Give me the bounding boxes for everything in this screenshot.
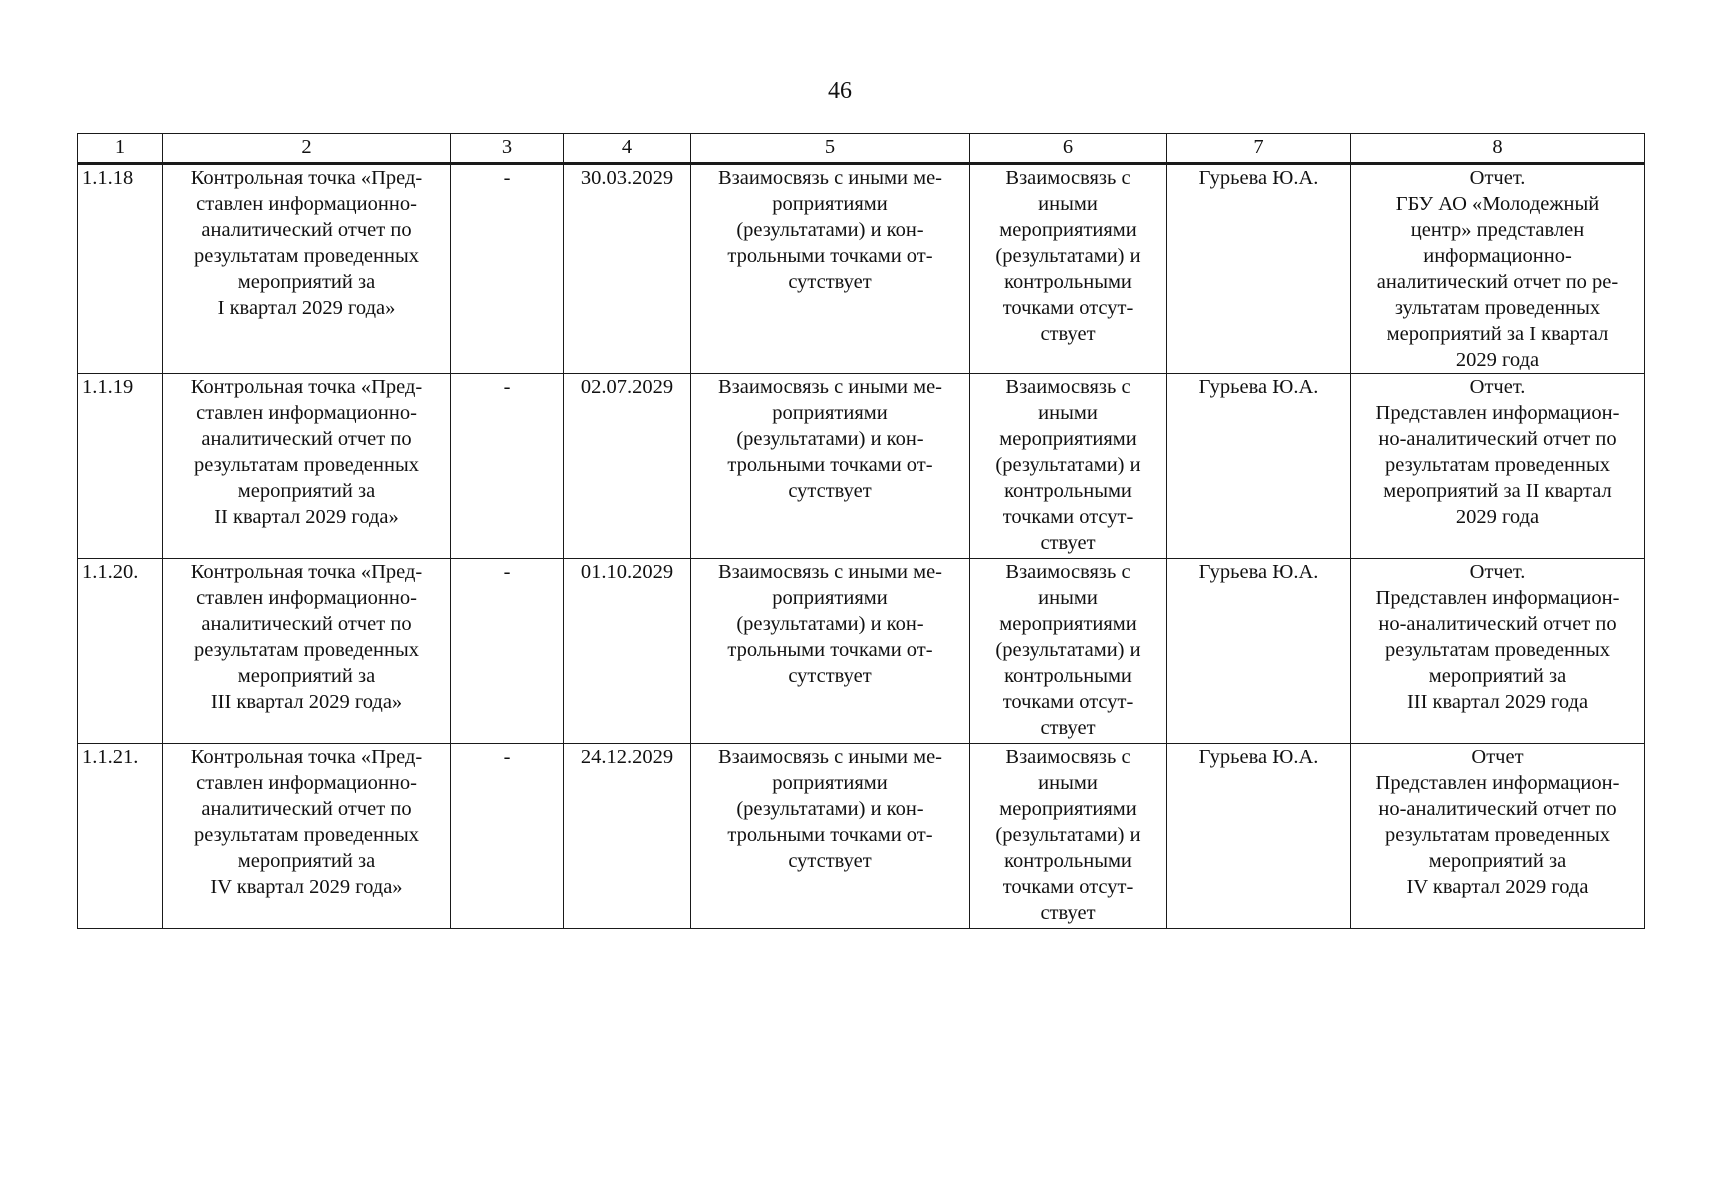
text-line: но-аналитический отчет по [1378, 798, 1617, 820]
text-line: Контрольная точка «Пред- [190, 561, 423, 583]
text-line: контрольными [1004, 665, 1132, 687]
text-line: ставлен информационно- [196, 193, 417, 215]
column-header-7: 7 [1167, 134, 1351, 164]
result-cell [1351, 374, 1645, 559]
text-line: (результатами) и кон- [736, 798, 924, 820]
column-3-value: - [451, 374, 564, 559]
column-header-8: 8 [1351, 134, 1645, 164]
table-row [78, 164, 1645, 374]
responsible-person: Гурьева Ю.А. [1167, 559, 1351, 744]
text-line: результатам проведенных [1385, 454, 1610, 476]
text-line: (результатами) и [995, 824, 1141, 846]
text-line: но-аналитический отчет по [1378, 613, 1617, 635]
table-row [78, 559, 1645, 744]
text-line: IV квартал 2029 года» [210, 876, 403, 898]
text-line: ствует [1040, 717, 1096, 739]
text-line: Представлен информацион- [1375, 402, 1620, 424]
responsible-person: Гурьева Ю.А. [1167, 374, 1351, 559]
text-line: Контрольная точка «Пред- [190, 376, 423, 398]
text-line: ГБУ АО «Молодежный [1395, 193, 1600, 215]
text-line: ствует [1040, 532, 1096, 554]
text-line: мероприятиями [999, 219, 1137, 241]
text-line: трольными точками от- [727, 824, 933, 846]
text-line: Представлен информацион- [1375, 587, 1620, 609]
date-cell: 01.10.2029 [564, 559, 691, 744]
text-line: III квартал 2029 года» [210, 691, 403, 713]
table-row [78, 744, 1645, 929]
text-line: сутствует [788, 480, 872, 502]
text-line: мероприятиями [999, 613, 1137, 635]
row-number: 1.1.21. [78, 744, 163, 929]
text-line: точками отсут- [1002, 297, 1134, 319]
responsible-person: Гурьева Ю.А. [1167, 744, 1351, 929]
text-line: результатам проведенных [1385, 824, 1610, 846]
text-line: мероприятиями [999, 428, 1137, 450]
text-line: сутствует [788, 665, 872, 687]
text-line: мероприятий за I квартал [1386, 323, 1609, 345]
text-line: Отчет. [1469, 376, 1526, 398]
column-3-value: - [451, 164, 564, 374]
text-line: иными [1038, 772, 1098, 794]
text-line: аналитический отчет по ре- [1376, 271, 1619, 293]
relationship-cell [691, 744, 970, 929]
control-point-name [163, 374, 451, 559]
text-line: (результатами) и кон- [736, 428, 924, 450]
text-line: роприятиями [772, 193, 888, 215]
text-line: мероприятий за [237, 271, 376, 293]
column-3-value: - [451, 559, 564, 744]
relationship-cell-6 [970, 374, 1167, 559]
row-number: 1.1.20. [78, 559, 163, 744]
text-line: результатам проведенных [194, 824, 419, 846]
text-line: Взаимосвязь с [1005, 746, 1131, 768]
column-header-6: 6 [970, 134, 1167, 164]
text-line: ствует [1040, 902, 1096, 924]
text-line: Отчет [1471, 746, 1524, 768]
text-line: точками отсут- [1002, 876, 1134, 898]
date-cell: 02.07.2029 [564, 374, 691, 559]
text-line: 2029 года [1455, 506, 1540, 528]
text-line: мероприятий за [237, 480, 376, 502]
result-cell [1351, 164, 1645, 374]
text-line: IV квартал 2029 года [1406, 876, 1589, 898]
relationship-cell-6 [970, 559, 1167, 744]
responsible-person: Гурьева Ю.А. [1167, 164, 1351, 374]
text-line: зультатам проведенных [1394, 297, 1601, 319]
control-point-name [163, 744, 451, 929]
text-line: мероприятиями [999, 798, 1137, 820]
text-line: точками отсут- [1002, 506, 1134, 528]
text-line: роприятиями [772, 402, 888, 424]
control-point-name [163, 559, 451, 744]
text-line: мероприятий за II квартал [1383, 480, 1612, 502]
table-header-row [78, 134, 1645, 164]
text-line: контрольными [1004, 271, 1132, 293]
date-cell: 24.12.2029 [564, 744, 691, 929]
control-point-name [163, 164, 451, 374]
text-line: мероприятий за [1428, 850, 1567, 872]
text-line: сутствует [788, 271, 872, 293]
text-line: результатам проведенных [194, 245, 419, 267]
date-cell: 30.03.2029 [564, 164, 691, 374]
row-number: 1.1.18 [78, 164, 163, 374]
relationship-cell [691, 374, 970, 559]
text-line: роприятиями [772, 772, 888, 794]
text-line: Взаимосвязь с иными ме- [718, 561, 942, 583]
text-line: аналитический отчет по [201, 219, 412, 241]
text-line: Взаимосвязь с иными ме- [718, 167, 942, 189]
text-line: Отчет. [1469, 561, 1526, 583]
column-header-3: 3 [451, 134, 564, 164]
text-line: информационно- [1423, 245, 1572, 267]
row-number: 1.1.19 [78, 374, 163, 559]
text-line: (результатами) и [995, 245, 1141, 267]
text-line: но-аналитический отчет по [1378, 428, 1617, 450]
text-line: Взаимосвязь с [1005, 376, 1131, 398]
text-line: II квартал 2029 года» [214, 506, 399, 528]
text-line: (результатами) и кон- [736, 219, 924, 241]
text-line: I квартал 2029 года» [217, 297, 396, 319]
text-line: аналитический отчет по [201, 798, 412, 820]
text-line: ствует [1040, 323, 1096, 345]
text-line: центр» представлен [1410, 219, 1585, 241]
text-line: 2029 года [1455, 349, 1540, 371]
text-line: трольными точками от- [727, 245, 933, 267]
text-line: ставлен информационно- [196, 772, 417, 794]
text-line: Контрольная точка «Пред- [190, 746, 423, 768]
relationship-cell-6 [970, 744, 1167, 929]
text-line: ставлен информационно- [196, 402, 417, 424]
text-line: III квартал 2029 года [1406, 691, 1589, 713]
relationship-cell [691, 559, 970, 744]
result-cell [1351, 744, 1645, 929]
text-line: (результатами) и [995, 454, 1141, 476]
text-line: ставлен информационно- [196, 587, 417, 609]
text-line: Представлен информацион- [1375, 772, 1620, 794]
text-line: Контрольная точка «Пред- [190, 167, 423, 189]
text-line: мероприятий за [1428, 665, 1567, 687]
text-line: Отчет. [1469, 167, 1526, 189]
text-line: (результатами) и кон- [736, 613, 924, 635]
control-points-table [77, 133, 1645, 929]
text-line: (результатами) и [995, 639, 1141, 661]
page-number: 46 [828, 78, 852, 104]
table-row [78, 374, 1645, 559]
text-line: контрольными [1004, 480, 1132, 502]
column-header-2: 2 [163, 134, 451, 164]
column-3-value: - [451, 744, 564, 929]
text-line: контрольными [1004, 850, 1132, 872]
column-header-1: 1 [78, 134, 163, 164]
text-line: сутствует [788, 850, 872, 872]
text-line: результатам проведенных [1385, 639, 1610, 661]
text-line: роприятиями [772, 587, 888, 609]
column-header-5: 5 [691, 134, 970, 164]
text-line: мероприятий за [237, 850, 376, 872]
text-line: Взаимосвязь с [1005, 167, 1131, 189]
relationship-cell [691, 164, 970, 374]
text-line: результатам проведенных [194, 454, 419, 476]
text-line: трольными точками от- [727, 639, 933, 661]
result-cell [1351, 559, 1645, 744]
text-line: иными [1038, 402, 1098, 424]
text-line: аналитический отчет по [201, 428, 412, 450]
text-line: аналитический отчет по [201, 613, 412, 635]
text-line: трольными точками от- [727, 454, 933, 476]
relationship-cell-6 [970, 164, 1167, 374]
text-line: результатам проведенных [194, 639, 419, 661]
text-line: иными [1038, 193, 1098, 215]
text-line: Взаимосвязь с иными ме- [718, 376, 942, 398]
text-line: точками отсут- [1002, 691, 1134, 713]
text-line: Взаимосвязь с [1005, 561, 1131, 583]
column-header-4: 4 [564, 134, 691, 164]
text-line: Взаимосвязь с иными ме- [718, 746, 942, 768]
text-line: мероприятий за [237, 665, 376, 687]
text-line: иными [1038, 587, 1098, 609]
